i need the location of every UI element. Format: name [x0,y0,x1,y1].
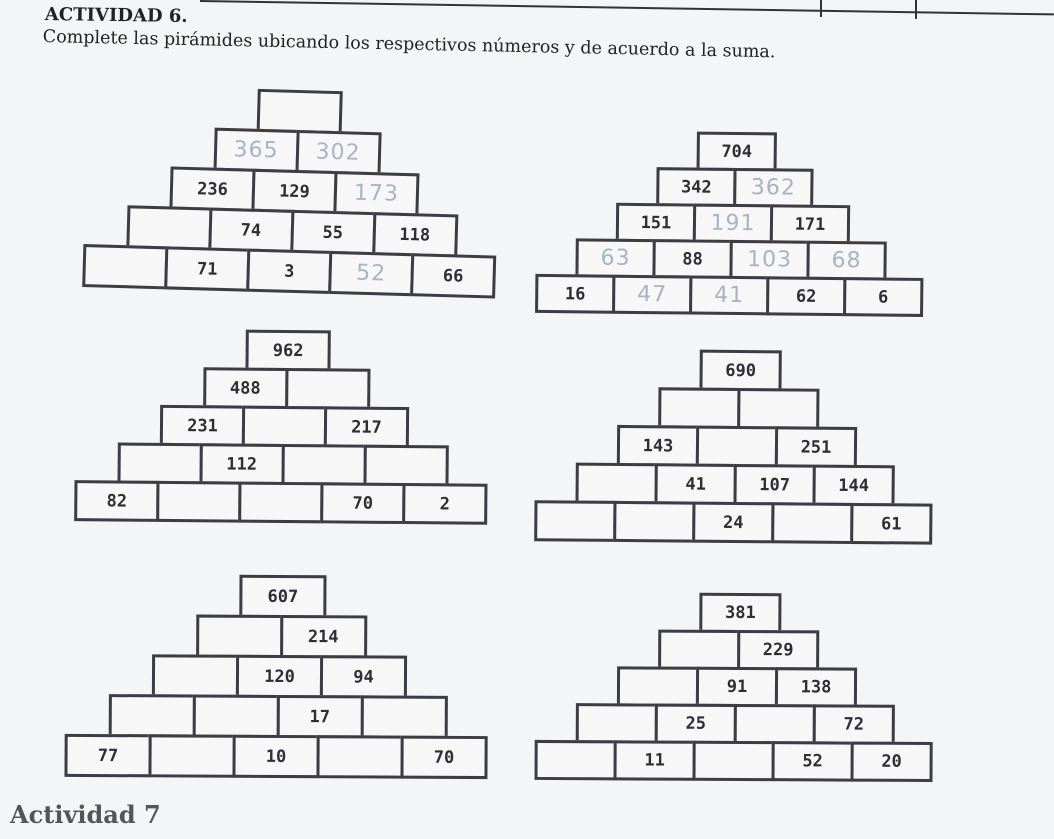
pyramid-cell: 72 [813,704,895,744]
pyramid-cell: 107 [733,464,815,506]
pyramid-cell: 70 [400,736,487,779]
pyramid-cell: 17 [276,695,363,738]
pyramid-cell: 55 [290,210,376,255]
pyramid-cell: 52 [328,251,414,296]
pyramid-cell: 381 [699,593,781,633]
activity-instruction: Complete las pirámides ubicando los respectivos números y de acuerdo a la suma. [42,27,776,63]
pyramid-cell: 607 [239,575,326,618]
pyramid-cell: 62 [766,276,846,316]
pyramid-cell [617,666,699,706]
pyramid-cell: 342 [656,167,736,207]
activity-title: ACTIVIDAD 6. [44,4,188,27]
pyramid-cell: 143 [617,425,699,467]
pyramid-cell: 704 [697,132,777,172]
pyramid-cell: 63 [575,238,655,278]
pyramid-cell: 103 [729,240,809,280]
pyramid-cell: 362 [733,168,813,208]
pyramid-cell: 191 [693,204,773,244]
pyramid-cell: 61 [850,503,932,545]
pyramid-cell: 74 [208,208,294,253]
pyramid-cell: 173 [333,171,419,216]
pyramid-cell: 71 [164,246,250,291]
pyramid-cell [576,703,658,743]
pyramid-cell: 217 [324,406,409,448]
pyramid-cell: 24 [692,502,774,544]
pyramid-cell: 77 [64,734,151,777]
pyramid-cell: 47 [612,275,692,315]
pyramid-cell: 365 [213,128,299,173]
pyramid-cell: 171 [770,204,850,244]
pyramid-cell: 3 [246,249,332,294]
pyramid-cell: 129 [251,169,337,214]
pyramid-cell [734,704,816,744]
pyramid-cell: 138 [775,667,857,707]
pyramid-cell: 70 [320,482,405,524]
pyramid-cell: 151 [616,203,696,243]
pyramid-cell: 10 [232,735,319,778]
pyramid-cell: 251 [775,426,857,468]
pyramid-cell: 16 [535,274,615,314]
pyramid-cell: 25 [655,704,737,744]
pyramid-cell: 112 [199,443,284,485]
pyramid-cell: 488 [203,367,288,409]
pyramid-cell: 88 [652,239,732,279]
pyramid-cell: 144 [812,465,894,507]
pyramid-cell: 20 [850,742,932,782]
pyramid-cell: 11 [614,740,696,780]
pyramid-cell: 302 [295,130,381,175]
pyramid-cell: 120 [236,655,323,698]
pyramid-cell: 91 [696,667,778,707]
pyramid-cell: 68 [806,241,886,281]
pyramid-cell: 231 [160,405,245,447]
pyramid-cell: 214 [280,615,367,658]
pyramid-cell: 82 [74,480,159,522]
pyramid-cell: 118 [372,212,458,257]
pyramid-cell [535,740,617,780]
pyramid-cell [658,630,740,670]
pyramid-cell: 690 [699,350,781,392]
pyramid-cell: 41 [654,463,736,505]
pyramid-cell: 2 [402,483,487,525]
pyramid-cell: 229 [737,630,819,670]
pyramid-cell: 6 [843,277,923,317]
pyramid-cell: 41 [689,276,769,316]
pyramid-cell [693,741,775,781]
pyramid-cell: 52 [771,741,853,781]
pyramid-cell: 236 [169,166,255,211]
pyramid-cell: 66 [410,253,496,298]
next-activity-heading: Actividad 7 [10,800,161,829]
pyramid-cell: 94 [320,655,407,698]
pyramid-cell: 962 [245,330,330,372]
